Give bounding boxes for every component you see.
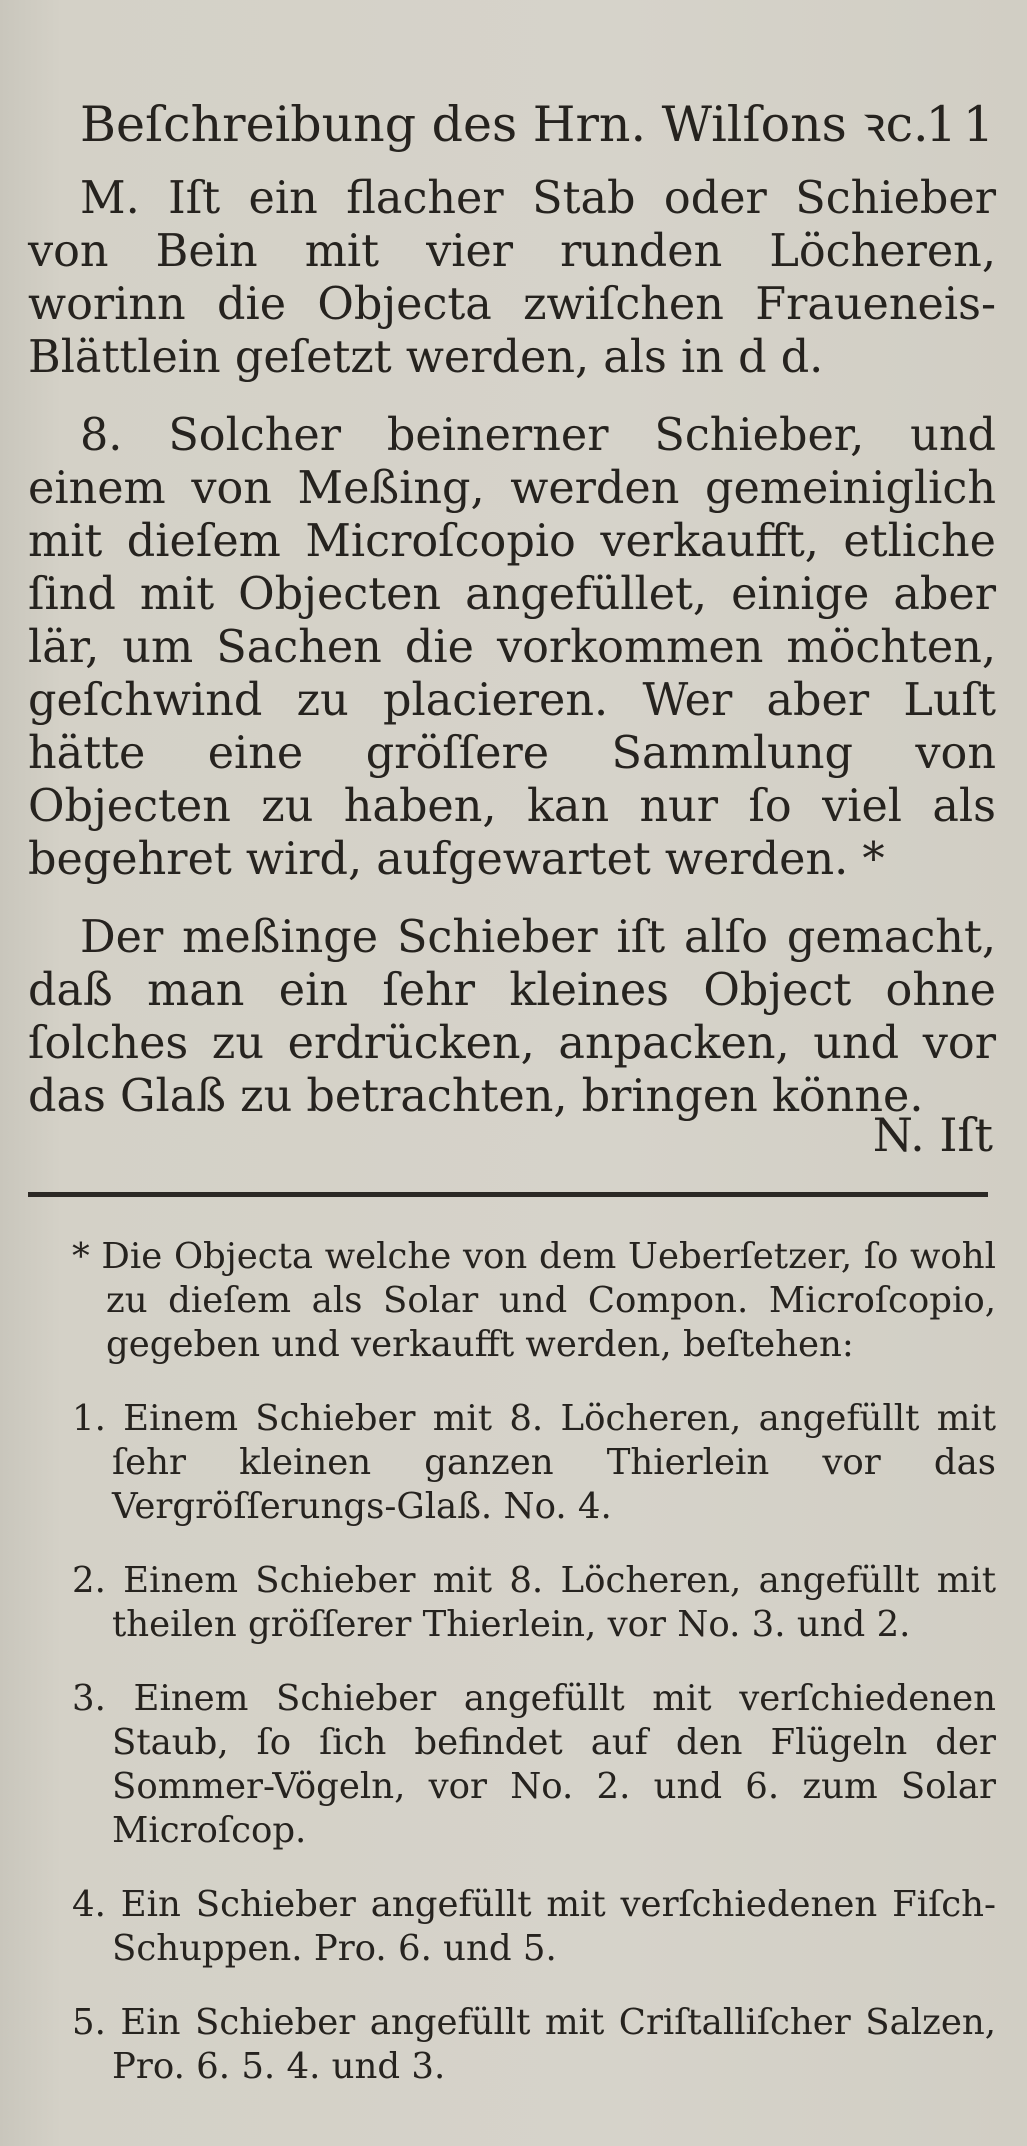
footnote-item-1: 1. Einem Schieber mit 8. Löcheren, angefüllt mit ſehr kleinen ganzen Thierlein vor das Vergröſſerungs-Glaß. No. 4. — [72, 1398, 996, 1527]
paragraph-messing-schieber: Der meßinge Schieber iſt alſo gemacht, daß man ein ſehr kleines Object ohne ſolches zu erdrücken, anpacken, und vor das Glaß zu betrachten, bringen könne. — [28, 912, 996, 1122]
running-header — [80, 95, 1000, 155]
footnote-item-5: 5. Ein Schieber angefüllt mit Criſtalliſcher Salzen, Pro. 6. 5. 4. und 3. — [72, 2002, 996, 2087]
paragraph-8: 8. Solcher beinerner Schieber, und einem von Meßing, werden gemeiniglich mit dieſem Microſcopio verkaufft, etliche ſind mit Objecten angefüllet, einige aber lär, um Sachen die vorkommen möchten, geſchwind zu placieren. Wer aber Luſt hätte eine gröſſere Sammlung von Objecten zu haben, kan nur ſo viel als begehret wird, aufgewartet werden. * — [28, 410, 996, 885]
catchword: N. Iſt — [872, 1108, 993, 1162]
running-title: Beſchreibung des Hrn. Wilſons ꝛc. — [80, 96, 929, 153]
footnote-item-4: 4. Ein Schieber angefüllt mit verſchiedenen Fiſch-Schuppen. Pro. 6. und 5. — [72, 1884, 996, 1969]
page-number: 11 — [925, 96, 1000, 153]
main-text — [28, 172, 996, 1148]
footnote — [72, 1235, 996, 2119]
footnote-item-2: 2. Einem Schieber mit 8. Löcheren, angefüllt mit theilen gröſſerer Thierlein, vor No. 3. und 2. — [72, 1560, 996, 1645]
footnote-divider — [28, 1192, 988, 1197]
footnote-intro: * Die Objecta welche von dem Ueberſetzer, ſo wohl zu dieſem als Solar und Compon. Microſcopio, gegeben und verkaufft werden, beſtehen: — [72, 1236, 996, 1365]
footnote-item-3: 3. Einem Schieber angefüllt mit verſchiedenen Staub, ſo ſich befindet auf den Flügeln der Sommer-Vögeln, vor No. 2. und 6. zum Solar Microſcop. — [72, 1678, 996, 1851]
paragraph-m: M. Iſt ein flacher Stab oder Schieber von Bein mit vier runden Löcheren, worinn die Objecta zwiſchen Fraueneis-Blättlein geſetzt werden, als in d d. — [28, 173, 996, 383]
